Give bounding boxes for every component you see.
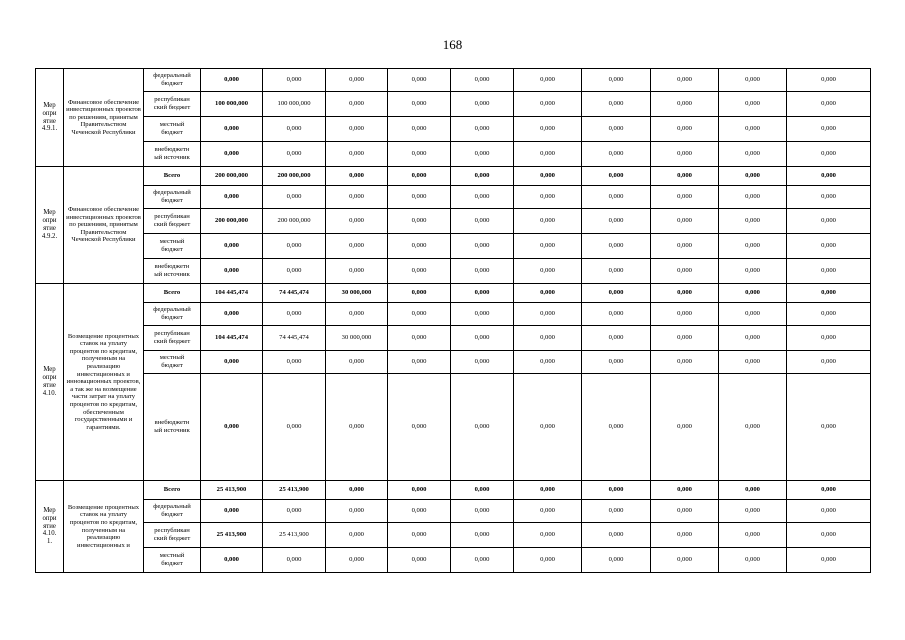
value-cell: 0,000: [787, 69, 871, 92]
value-cell: 0,000: [326, 186, 388, 209]
value-cell: 0,000: [451, 284, 514, 303]
table-row: [36, 259, 871, 284]
value-cell: 0,000: [263, 259, 326, 284]
value-cell: 0,000: [514, 523, 582, 548]
measure-name: Финансовое обеспечение инвестиционных проектов по решениям, принятым Правительством Чеченской Республики: [66, 98, 141, 136]
funding-source-label: республикан ский бюджет: [153, 330, 191, 345]
value-cell: 0,000: [582, 500, 651, 523]
value-cell: 0,000: [582, 142, 651, 167]
table-row: [36, 548, 871, 573]
value-cell: 0,000: [388, 69, 451, 92]
funding-source-label: местный бюджет: [159, 354, 185, 369]
page-number: 168: [442, 37, 463, 52]
value-cell: 0,000: [787, 186, 871, 209]
funding-source: [144, 234, 201, 259]
funding-source: [144, 284, 201, 303]
value-cell: 0,000: [326, 500, 388, 523]
value-cell: 0,000: [388, 303, 451, 326]
table-body: [36, 69, 871, 573]
value-cell: 0,000: [719, 117, 787, 142]
value-cell: 25 413,900: [263, 481, 326, 500]
value-cell: 0,000: [787, 303, 871, 326]
value-cell: 0,000: [388, 142, 451, 167]
funding-source: [144, 481, 201, 500]
total-value: 0,000: [201, 374, 263, 481]
funding-source: [144, 186, 201, 209]
value-cell: 0,000: [388, 234, 451, 259]
value-cell: 0,000: [263, 69, 326, 92]
value-cell: 0,000: [326, 303, 388, 326]
value-cell: 0,000: [582, 117, 651, 142]
value-cell: 0,000: [388, 186, 451, 209]
value-cell: 0,000: [451, 92, 514, 117]
table-row: [36, 167, 871, 186]
table-row: [36, 523, 871, 548]
value-cell: 0,000: [787, 351, 871, 374]
value-cell: 0,000: [326, 374, 388, 481]
funding-source-label: федеральный бюджет: [153, 503, 191, 518]
value-cell: 0,000: [719, 481, 787, 500]
value-cell: 0,000: [719, 142, 787, 167]
table-row: [36, 117, 871, 142]
value-cell: 0,000: [651, 209, 719, 234]
value-cell: 0,000: [514, 92, 582, 117]
value-cell: 0,000: [582, 284, 651, 303]
value-cell: 0,000: [582, 92, 651, 117]
value-cell: 0,000: [263, 351, 326, 374]
value-cell: 30 000,000: [326, 284, 388, 303]
value-cell: 0,000: [263, 142, 326, 167]
value-cell: 0,000: [263, 234, 326, 259]
value-cell: 0,000: [326, 167, 388, 186]
value-cell: 200 000,000: [263, 209, 326, 234]
value-cell: 0,000: [719, 351, 787, 374]
value-cell: 0,000: [326, 209, 388, 234]
total-value: 0,000: [201, 142, 263, 167]
total-value: 0,000: [201, 234, 263, 259]
value-cell: 100 000,000: [263, 92, 326, 117]
funding-source-label: внебюджетн ый источник: [154, 419, 190, 434]
value-cell: 0,000: [451, 303, 514, 326]
value-cell: 0,000: [388, 374, 451, 481]
funding-source-label: федеральный бюджет: [153, 189, 191, 204]
value-cell: 0,000: [719, 303, 787, 326]
funding-source: [144, 374, 201, 481]
table-row: [36, 209, 871, 234]
value-cell: 0,000: [787, 92, 871, 117]
funding-source-label: Всего: [163, 486, 181, 494]
funding-source: [144, 548, 201, 573]
value-cell: 0,000: [514, 142, 582, 167]
value-cell: 0,000: [514, 481, 582, 500]
funding-source: [144, 167, 201, 186]
value-cell: 74 445,474: [263, 326, 326, 351]
value-cell: 0,000: [451, 186, 514, 209]
funding-source-label: местный бюджет: [159, 238, 185, 253]
value-cell: 0,000: [582, 548, 651, 573]
value-cell: 0,000: [326, 142, 388, 167]
funding-source: [144, 523, 201, 548]
total-value: 25 413,900: [201, 481, 263, 500]
value-cell: 0,000: [388, 92, 451, 117]
funding-source-label: федеральный бюджет: [153, 306, 191, 321]
table-row: [36, 374, 871, 481]
table-row: [36, 351, 871, 374]
total-value: 0,000: [201, 186, 263, 209]
value-cell: 0,000: [719, 209, 787, 234]
budget-table: [35, 68, 871, 573]
value-cell: 0,000: [451, 69, 514, 92]
value-cell: 0,000: [388, 209, 451, 234]
table-row: [36, 186, 871, 209]
value-cell: 0,000: [651, 142, 719, 167]
funding-source: [144, 209, 201, 234]
total-value: 0,000: [201, 69, 263, 92]
value-cell: 0,000: [388, 548, 451, 573]
table-row: [36, 142, 871, 167]
total-value: 0,000: [201, 117, 263, 142]
value-cell: 0,000: [651, 259, 719, 284]
value-cell: 0,000: [451, 259, 514, 284]
measure-code: Мер опри ятие 4.9.2.: [41, 209, 58, 240]
value-cell: 0,000: [263, 374, 326, 481]
value-cell: 0,000: [388, 481, 451, 500]
value-cell: 0,000: [514, 69, 582, 92]
value-cell: 0,000: [514, 209, 582, 234]
value-cell: 0,000: [514, 500, 582, 523]
value-cell: 0,000: [787, 117, 871, 142]
measure-code: Мер опри ятие 4.10.: [42, 366, 57, 397]
value-cell: 0,000: [719, 374, 787, 481]
value-cell: 0,000: [651, 326, 719, 351]
value-cell: 0,000: [719, 234, 787, 259]
value-cell: 200 000,000: [263, 167, 326, 186]
value-cell: 0,000: [787, 142, 871, 167]
value-cell: 0,000: [651, 548, 719, 573]
value-cell: 0,000: [514, 326, 582, 351]
total-value: 0,000: [201, 548, 263, 573]
value-cell: 0,000: [514, 117, 582, 142]
value-cell: 0,000: [719, 326, 787, 351]
measure-name-cell: [64, 69, 144, 167]
total-value: 0,000: [201, 351, 263, 374]
value-cell: 0,000: [787, 548, 871, 573]
total-value: 104 445,474: [201, 326, 263, 351]
value-cell: 0,000: [651, 351, 719, 374]
value-cell: 0,000: [582, 523, 651, 548]
value-cell: 0,000: [451, 500, 514, 523]
value-cell: 0,000: [719, 186, 787, 209]
value-cell: 0,000: [719, 500, 787, 523]
value-cell: 0,000: [787, 374, 871, 481]
value-cell: 0,000: [651, 92, 719, 117]
measure-name: Возмещение процентных ставок на уплату процентов по кредитам, полученным на реализацию инвестиционных и: [67, 503, 140, 549]
value-cell: 0,000: [263, 500, 326, 523]
value-cell: 0,000: [651, 167, 719, 186]
measure-name-cell: [64, 481, 144, 573]
funding-source-label: Всего: [163, 289, 181, 297]
value-cell: 0,000: [651, 500, 719, 523]
funding-source: [144, 303, 201, 326]
value-cell: 0,000: [582, 303, 651, 326]
value-cell: 0,000: [514, 303, 582, 326]
value-cell: 0,000: [787, 481, 871, 500]
value-cell: 0,000: [651, 186, 719, 209]
funding-source-label: внебюджетн ый источник: [154, 146, 190, 161]
funding-source-label: внебюджетн ый источник: [154, 263, 190, 278]
value-cell: 0,000: [326, 523, 388, 548]
table-row: [36, 500, 871, 523]
value-cell: 0,000: [263, 548, 326, 573]
value-cell: 0,000: [582, 351, 651, 374]
value-cell: 0,000: [719, 92, 787, 117]
funding-source-label: республикан ский бюджет: [153, 527, 191, 542]
value-cell: 0,000: [651, 523, 719, 548]
value-cell: 0,000: [787, 259, 871, 284]
value-cell: 0,000: [582, 374, 651, 481]
total-value: 104 445,474: [201, 284, 263, 303]
value-cell: 0,000: [451, 523, 514, 548]
value-cell: 0,000: [388, 167, 451, 186]
measure-code: Мер опри ятие 4.10. 1.: [42, 506, 57, 546]
table-row: [36, 92, 871, 117]
value-cell: 0,000: [651, 303, 719, 326]
value-cell: 0,000: [451, 209, 514, 234]
value-cell: 0,000: [787, 523, 871, 548]
value-cell: 0,000: [388, 284, 451, 303]
total-value: 0,000: [201, 500, 263, 523]
value-cell: 0,000: [451, 481, 514, 500]
value-cell: 0,000: [651, 481, 719, 500]
value-cell: 0,000: [326, 234, 388, 259]
value-cell: 0,000: [326, 259, 388, 284]
funding-source-label: местный бюджет: [159, 121, 185, 136]
value-cell: 74 445,474: [263, 284, 326, 303]
value-cell: 0,000: [326, 69, 388, 92]
value-cell: 0,000: [388, 500, 451, 523]
value-cell: 0,000: [582, 167, 651, 186]
value-cell: 0,000: [388, 326, 451, 351]
value-cell: 0,000: [514, 284, 582, 303]
funding-source: [144, 117, 201, 142]
value-cell: 0,000: [514, 167, 582, 186]
table-row: [36, 69, 871, 92]
value-cell: 0,000: [651, 374, 719, 481]
measure-code: Мер опри ятие 4.9.1.: [41, 101, 58, 133]
value-cell: 0,000: [451, 374, 514, 481]
funding-source: [144, 92, 201, 117]
total-value: 0,000: [201, 259, 263, 284]
value-cell: 0,000: [451, 548, 514, 573]
funding-source-label: федеральный бюджет: [153, 72, 191, 87]
value-cell: 0,000: [388, 523, 451, 548]
funding-source: [144, 69, 201, 92]
measure-name-cell: [64, 167, 144, 284]
value-cell: 0,000: [787, 234, 871, 259]
value-cell: 0,000: [388, 351, 451, 374]
funding-source-label: Всего: [163, 172, 181, 180]
value-cell: 0,000: [719, 259, 787, 284]
table-row: [36, 234, 871, 259]
measure-name-cell: [64, 284, 144, 481]
value-cell: 0,000: [263, 186, 326, 209]
value-cell: 0,000: [514, 259, 582, 284]
value-cell: 0,000: [582, 259, 651, 284]
value-cell: 0,000: [651, 69, 719, 92]
value-cell: 0,000: [582, 69, 651, 92]
value-cell: 0,000: [326, 117, 388, 142]
value-cell: 0,000: [388, 117, 451, 142]
total-value: 200 000,000: [201, 209, 263, 234]
funding-source: [144, 500, 201, 523]
table-row: [36, 326, 871, 351]
measure-name: Финансовое обеспечение инвестиционных проектов по решениям, принятым Правительством Чеченской Республики: [66, 206, 141, 244]
value-cell: 0,000: [651, 117, 719, 142]
value-cell: 0,000: [719, 69, 787, 92]
value-cell: 0,000: [514, 548, 582, 573]
value-cell: 0,000: [787, 167, 871, 186]
funding-source: [144, 259, 201, 284]
value-cell: 0,000: [326, 548, 388, 573]
value-cell: 0,000: [514, 234, 582, 259]
measure-code-cell: [36, 69, 64, 167]
value-cell: 0,000: [451, 326, 514, 351]
total-value: 0,000: [201, 303, 263, 326]
funding-source-label: местный бюджет: [159, 552, 185, 567]
value-cell: 0,000: [719, 523, 787, 548]
funding-source-label: республикан ский бюджет: [153, 213, 191, 228]
table-row: [36, 284, 871, 303]
value-cell: 0,000: [787, 500, 871, 523]
total-value: 200 000,000: [201, 167, 263, 186]
value-cell: 0,000: [582, 186, 651, 209]
value-cell: 0,000: [719, 284, 787, 303]
table-row: [36, 303, 871, 326]
value-cell: 0,000: [451, 142, 514, 167]
value-cell: 0,000: [582, 481, 651, 500]
value-cell: 0,000: [651, 284, 719, 303]
value-cell: 0,000: [787, 326, 871, 351]
value-cell: 0,000: [263, 303, 326, 326]
value-cell: 0,000: [582, 209, 651, 234]
value-cell: 0,000: [719, 548, 787, 573]
value-cell: 0,000: [451, 234, 514, 259]
funding-source: [144, 326, 201, 351]
measure-code-cell: [36, 167, 64, 284]
value-cell: 0,000: [451, 351, 514, 374]
value-cell: 0,000: [451, 117, 514, 142]
value-cell: 0,000: [514, 351, 582, 374]
value-cell: 0,000: [326, 92, 388, 117]
funding-source: [144, 351, 201, 374]
funding-source-label: республикан ский бюджет: [153, 96, 191, 111]
value-cell: 0,000: [514, 186, 582, 209]
measure-name: Возмещение процентных ставок на уплату процентов по кредитам, полученным на реализацию инвестиционных и инновационных проектов, а так же на возмещение части затрат на уплату процентов по кредитам, обеспеченным государственными и гарантиями.: [66, 332, 141, 431]
value-cell: 25 413,900: [263, 523, 326, 548]
value-cell: 0,000: [326, 481, 388, 500]
value-cell: 0,000: [451, 167, 514, 186]
value-cell: 0,000: [787, 284, 871, 303]
value-cell: 0,000: [719, 167, 787, 186]
table-row: [36, 481, 871, 500]
value-cell: 0,000: [326, 351, 388, 374]
funding-source: [144, 142, 201, 167]
measure-code-cell: [36, 481, 64, 573]
total-value: 25 413,900: [201, 523, 263, 548]
value-cell: 0,000: [582, 326, 651, 351]
value-cell: 0,000: [582, 234, 651, 259]
value-cell: 0,000: [388, 259, 451, 284]
value-cell: 0,000: [514, 374, 582, 481]
measure-code-cell: [36, 284, 64, 481]
total-value: 100 000,000: [201, 92, 263, 117]
value-cell: 0,000: [787, 209, 871, 234]
value-cell: 0,000: [263, 117, 326, 142]
value-cell: 30 000,000: [326, 326, 388, 351]
value-cell: 0,000: [651, 234, 719, 259]
